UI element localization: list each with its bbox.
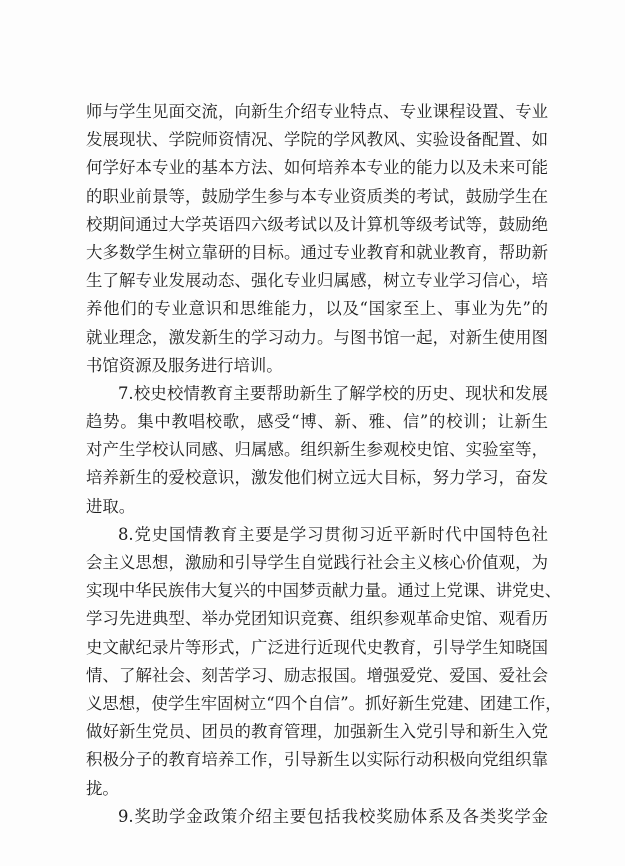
text-line: 对产生学校认同感、归属感。组织新生参观校史馆、实验室等， [86,440,548,460]
text-line: 学习先进典型、举办党团知识竞赛、组织参观革命史馆、观看历 [86,609,548,629]
text-line: 情、了解社会、刻苦学习、励志报国。增强爱党、爱国、爱社会 [86,665,548,685]
text-line: 积极分子的教育培养工作，引导新生以实际行动积极向党组织靠 [86,750,548,770]
body-text [86,98,562,831]
text-line: 义思想，使学生牢固树立“四个自信”。抓好新生党建、团建工作， [86,693,562,713]
text-line: 大多数学生树立靠研的目标。通过专业教育和就业教育，帮助新 [86,242,548,262]
text-line: 实现中华民族伟大复兴的中国梦贡献力量。通过上党课、讲党史、 [86,581,562,601]
text-line: 校期间通过大学英语四六级考试以及计算机等级考试等，鼓励绝 [86,214,548,234]
text-line: 进取。 [86,496,136,516]
text-line: 趋势。集中教唱校歌，感受“博、新、雅、信”的校训；让新生 [86,412,548,432]
text-line: 的职业前景等，鼓励学生参与本专业资质类的考试，鼓励学生在 [86,186,548,206]
text-line: 拢。 [86,778,119,798]
text-line: 9.奖助学金政策介绍主要包括我校奖励体系及各类奖学金 [118,806,548,826]
text-line: 生了解专业发展动态、强化专业归属感，树立专业学习信心，培 [86,271,548,291]
text-line: 养他们的专业意识和思维能力，以及“国家至上、事业为先”的 [86,299,548,319]
text-line: 做好新生党员、团员的教育管理，加强新生入党引导和新生入党 [86,722,548,742]
text-line: 何学好本专业的基本方法、如何培养本专业的能力以及未来可能 [86,158,548,178]
text-line: 培养新生的爱校意识，激发他们树立远大目标，努力学习，奋发 [86,468,548,488]
text-line: 8.党史国情教育主要是学习贯彻习近平新时代中国特色社 [118,524,548,544]
text-line: 会主义思想，激励和引导学生自觉践行社会主义核心价值观，为 [86,553,548,572]
text-line: 发展现状、学院师资情况、学院的学风教风、实验设备配置、如 [86,130,548,150]
text-line: 师与学生见面交流，向新生介绍专业特点、专业课程设置、专业 [86,102,548,121]
text-line: 就业理念，激发新生的学习动力。与图书馆一起，对新生使用图 [86,327,548,347]
text-line: 史文献纪录片等形式，广泛进行近现代史教育，引导学生知晓国 [86,637,548,657]
text-line: 书馆资源及服务进行培训。 [86,355,283,375]
text-line: 7.校史校情教育主要帮助新生了解学校的历史、现状和发展 [118,383,548,403]
